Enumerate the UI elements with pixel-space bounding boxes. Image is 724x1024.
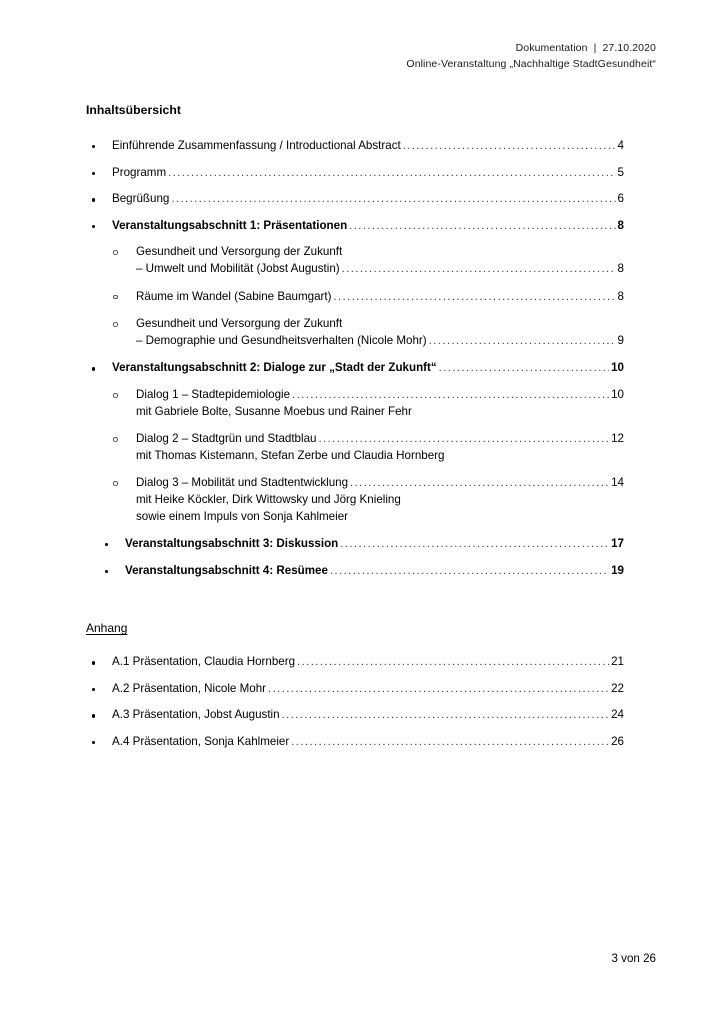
toc-dot-leader [340, 536, 609, 553]
toc-dot-leader [429, 333, 616, 350]
toc-dot-leader [318, 431, 609, 448]
toc-dot-leader [349, 218, 615, 235]
toc-entry-label: Veranstaltungsabschnitt 3: Diskussion [125, 537, 339, 551]
toc-page-number: 8 [617, 261, 624, 275]
toc-entry-label: Dialog 2 – Stadtgrün und Stadtblau [136, 432, 317, 446]
toc-entry-label: – Umwelt und Mobilität (Jobst Augustin) [136, 261, 340, 275]
toc-entry-row [136, 387, 624, 404]
toc-dot-leader [282, 707, 610, 724]
toc-page-number: 4 [617, 139, 624, 152]
toc-page-number: 17 [611, 537, 624, 551]
toc-entry[interactable] [99, 536, 624, 553]
toc-entry[interactable] [86, 475, 624, 525]
toc-entry[interactable] [86, 165, 624, 182]
toc-entry-continuation-line: mit Gabriele Bolte, Susanne Moebus und Rainer Fehr [136, 404, 412, 418]
header-line-documentation: Dokumentation | 27.10.2020 [515, 42, 656, 54]
toc-dot-leader [330, 563, 609, 580]
toc-entry-label: Veranstaltungsabschnitt 2: Dialoge zur „Stadt der Zukunft“ [112, 361, 437, 375]
section-spacer [86, 589, 624, 619]
document-header [406, 41, 656, 72]
toc-entry-row [136, 289, 624, 306]
toc-entry-first-line: Gesundheit und Versorgung der Zukunft [136, 317, 343, 331]
toc-entry-row [136, 261, 624, 278]
toc-entry-label: Programm [112, 165, 167, 179]
appendix-list [86, 654, 624, 750]
toc-entry[interactable] [86, 654, 624, 671]
toc-entry[interactable] [86, 138, 624, 155]
toc-entry-label: A.2 Präsentation, Nicole Mohr [112, 681, 267, 695]
toc-entry-continuation-line: mit Thomas Kistemann, Stefan Zerbe und Claudia Hornberg [136, 448, 445, 462]
toc-entry-first-line: Gesundheit und Versorgung der Zukunft [136, 245, 343, 259]
toc-entry[interactable] [99, 563, 624, 580]
appendix-title: Anhang [86, 621, 128, 636]
toc-entry-row [136, 475, 624, 492]
toc-entry[interactable] [86, 218, 624, 235]
toc-entry-label: Dialog 1 – Stadtepidemiologie [136, 387, 291, 401]
toc-dot-leader [333, 289, 615, 306]
toc-page-number: 19 [611, 563, 624, 577]
toc-entry-row [125, 536, 624, 553]
toc-page-number: 24 [611, 708, 624, 722]
toc-page-number: 10 [611, 361, 624, 375]
toc-entry-row [136, 333, 624, 350]
toc-page-number: 26 [611, 735, 624, 749]
header-line-event: Online-Veranstaltung „Nachhaltige StadtGesundheit“ [406, 57, 656, 70]
toc-entry[interactable] [86, 316, 624, 349]
toc-page-number: 12 [611, 432, 624, 446]
toc-entry[interactable] [86, 707, 624, 724]
toc-entry[interactable] [86, 387, 624, 420]
page-number: 3 von 26 [611, 952, 656, 965]
toc-dot-leader [403, 138, 616, 155]
toc-entry[interactable] [86, 244, 624, 277]
toc-entry-row [112, 734, 624, 751]
toc-dot-leader [297, 654, 609, 671]
toc-entry-row [112, 681, 624, 698]
toc-entry[interactable] [86, 191, 624, 208]
toc-entry[interactable] [86, 360, 624, 377]
page-footer [599, 935, 656, 983]
toc-entry[interactable] [86, 431, 624, 464]
toc-dot-leader [268, 681, 609, 698]
toc-entry-label: Veranstaltungsabschnitt 4: Resümee [125, 563, 328, 577]
toc-page-number: 21 [611, 655, 624, 669]
toc-entry-label: Räume im Wandel (Sabine Baumgart) [136, 289, 332, 303]
toc-page-number: 8 [617, 289, 624, 303]
toc-entry-label: A.3 Präsentation, Jobst Augustin [112, 708, 280, 722]
toc-entry[interactable] [86, 681, 624, 698]
toc-page-number: 8 [617, 218, 624, 232]
toc-page-number: 6 [617, 192, 624, 206]
toc-entry-row [112, 360, 624, 377]
toc-dot-leader [168, 165, 615, 182]
document-content [86, 102, 624, 761]
toc-entry-row [112, 654, 624, 671]
toc-entry-continuation-line: mit Heike Köckler, Dirk Wittowsky und Jörg Knieling [136, 492, 401, 506]
toc-entry-row [112, 707, 624, 724]
toc-dot-leader [342, 261, 616, 278]
toc-entry-label: – Demographie und Gesundheitsverhalten (Nicole Mohr) [136, 333, 427, 347]
toc-entry-row [112, 191, 624, 208]
toc-dot-leader [292, 387, 609, 404]
toc-dot-leader [171, 191, 615, 208]
toc-entry-row [112, 138, 624, 155]
toc-entry-row [136, 431, 624, 448]
toc-page-number: 10 [611, 387, 624, 401]
toc-entry-label: Veranstaltungsabschnitt 1: Präsentationen [112, 218, 348, 232]
toc-entry-label: Einführende Zusammenfassung / Introductional Abstract [112, 139, 401, 152]
table-of-contents-list [86, 138, 624, 579]
toc-dot-leader [350, 475, 609, 492]
toc-entry-label: Dialog 3 – Mobilität und Stadtentwicklung [136, 476, 349, 490]
toc-dot-leader [291, 734, 609, 751]
toc-entry[interactable] [86, 734, 624, 751]
toc-entry-row [112, 218, 624, 235]
toc-entry-label: Begrüßung [112, 192, 170, 206]
toc-entry-continuation-line: sowie einem Impuls von Sonja Kahlmeier [136, 509, 349, 523]
appendix-heading-wrap [86, 619, 624, 654]
toc-entry-label: A.4 Präsentation, Sonja Kahlmeier [112, 735, 290, 749]
toc-page-number: 5 [617, 165, 624, 179]
toc-entry-label: A.1 Präsentation, Claudia Hornberg [112, 655, 296, 669]
toc-entry-row [112, 165, 624, 182]
toc-page-number: 22 [611, 681, 624, 695]
toc-page-number: 14 [611, 476, 624, 490]
toc-page-number: 9 [617, 333, 624, 347]
toc-dot-leader [439, 360, 609, 377]
toc-entry[interactable] [86, 289, 624, 306]
toc-entry-row [125, 563, 624, 580]
page-title: Inhaltsübersicht [86, 103, 181, 117]
